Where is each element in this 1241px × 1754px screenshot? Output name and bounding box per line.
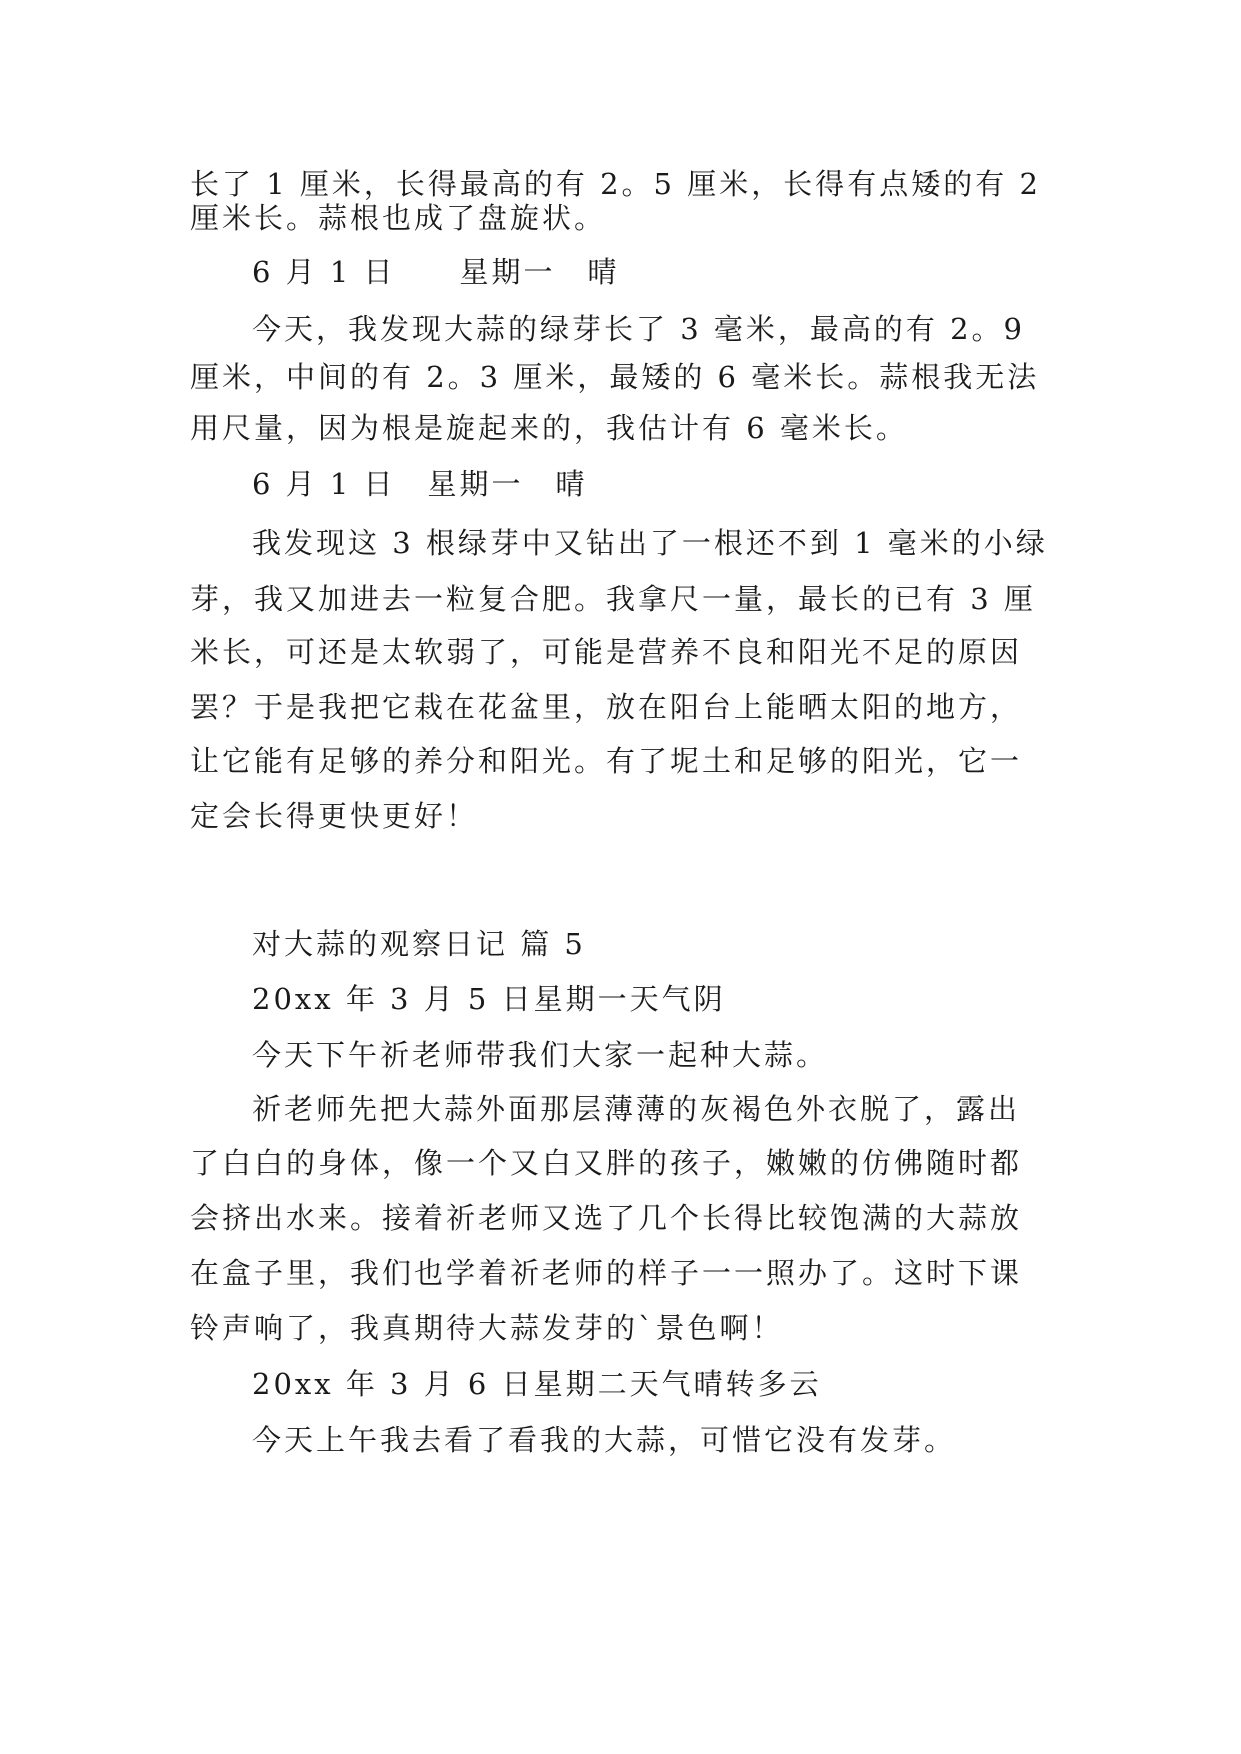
paragraph-line: 铃声响了，我真期待大蒜发芽的`景色啊！ <box>190 1311 784 1345</box>
paragraph-line: 厘米，中间的有 2。3 厘米，最矮的 6 毫米长。蒜根我无法 <box>190 360 1040 394</box>
paragraph-line: 罢？于是我把它栽在花盆里，放在阳台上能晒太阳的地方， <box>190 690 1023 724</box>
paragraph-line: 会挤出水来。接着祈老师又选了几个长得比较饱满的大蒜放 <box>190 1201 1023 1235</box>
paragraph-line: 定会长得更快更好！ <box>190 799 479 833</box>
paragraph-line: 了白白的身体，像一个又白又胖的孩子，嫩嫩的仿佛随时都 <box>190 1146 1023 1180</box>
diary-date-heading: 6 月 1 日 星期一 晴 <box>252 255 620 289</box>
diary-date-heading: 20xx 年 3 月 5 日星期一天气阴 <box>252 982 726 1016</box>
section-title: 对大蒜的观察日记 篇 5 <box>252 927 586 961</box>
paragraph-line: 在盒子里，我们也学着祈老师的样子一一照办了。这时下课 <box>190 1256 1023 1290</box>
diary-date-heading: 20xx 年 3 月 6 日星期二天气晴转多云 <box>252 1367 822 1401</box>
diary-date-heading: 6 月 1 日 星期一 晴 <box>252 467 588 501</box>
paragraph-line: 今天上午我去看了看我的大蒜，可惜它没有发芽。 <box>252 1423 957 1457</box>
paragraph-line: 祈老师先把大蒜外面那层薄薄的灰褐色外衣脱了，露出 <box>252 1092 1021 1126</box>
paragraph-line: 长了 1 厘米，长得最高的有 2。5 厘米，长得有点矮的有 2 <box>190 167 1041 201</box>
paragraph-line: 今天，我发现大蒜的绿芽长了 3 毫米，最高的有 2。9 <box>252 312 1026 346</box>
paragraph-line: 今天下午祈老师带我们大家一起种大蒜。 <box>252 1038 829 1072</box>
paragraph-line: 厘米长。蒜根也成了盘旋状。 <box>190 201 607 235</box>
paragraph-line: 让它能有足够的养分和阳光。有了坭土和足够的阳光，它一 <box>190 744 1023 778</box>
paragraph-line: 我发现这 3 根绿芽中又钻出了一根还不到 1 毫米的小绿 <box>252 526 1048 560</box>
paragraph-line: 芽，我又加进去一粒复合肥。我拿尺一量，最长的已有 3 厘 <box>190 582 1036 616</box>
paragraph-line: 米长，可还是太软弱了，可能是营养不良和阳光不足的原因 <box>190 635 1023 669</box>
paragraph-line: 用尺量，因为根是旋起来的，我估计有 6 毫米长。 <box>190 411 908 445</box>
